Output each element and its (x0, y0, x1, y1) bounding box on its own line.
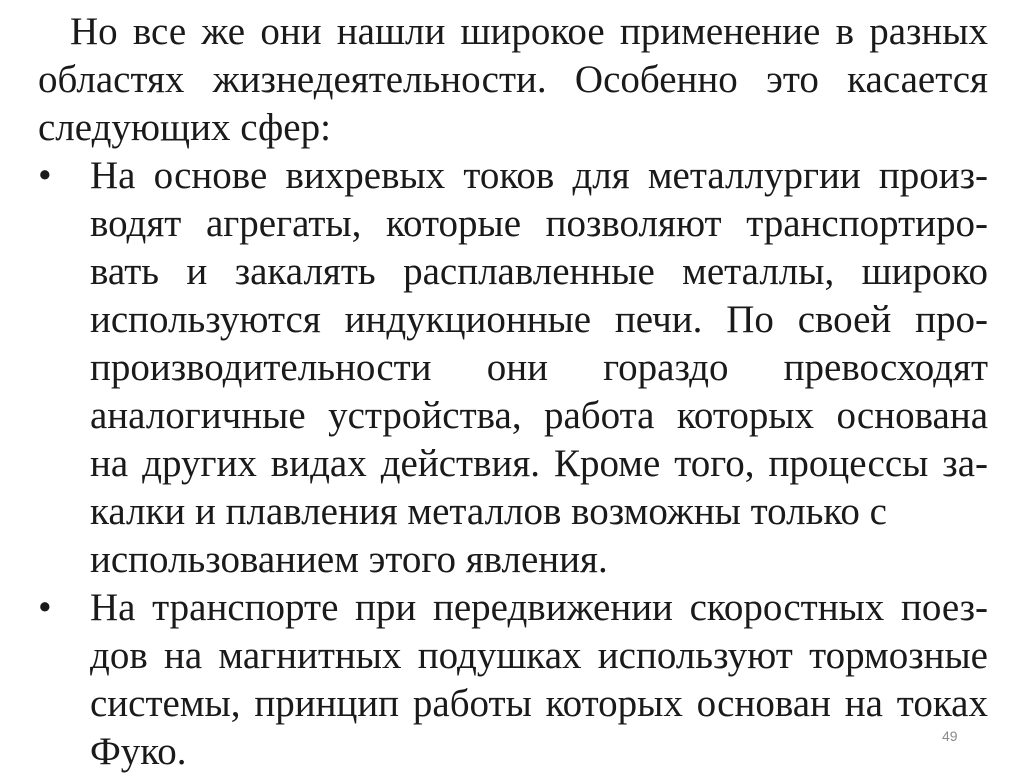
bullet-1-line-8: калки и плавления металлов возможны только с (90, 490, 887, 533)
bullet-1-marker: • (38, 154, 52, 197)
bullet-1-line-2: водят агрегаты, которые позволяют транспортиро- (90, 202, 988, 245)
intro-line-2: областях жизнедеятельности. Особенно это касается (38, 58, 988, 101)
bullet-1-line-5: производительности они гораздо превосходят (90, 346, 988, 389)
bullet-1-line-9: использованием этого явления. (90, 538, 608, 581)
intro-line-3: следующих сфер: (38, 106, 331, 149)
bullet-2-line-1 (38, 584, 988, 632)
bullet-2-line-2: дов на магнитных подушках используют тормозные (90, 634, 988, 677)
bullet-1-line-6: аналогичные устройства, работа которых основана (90, 394, 988, 437)
bullet-1-line-3: вать и закалять расплавленные металлы, широко (90, 250, 988, 293)
bullet-1-line-4: используются индукционные печи. По своей про- (90, 298, 988, 341)
bullet-2-line-3: системы, принцип работы которых основан на токах (90, 682, 988, 725)
bullet-1-text-1: На основе вихревых токов для металлургии произ- (90, 154, 988, 197)
bullet-2-line-4: Фуко. (90, 730, 187, 773)
bullet-1-line-7: на других видах действия. Кроме того, процессы за- (90, 442, 988, 485)
page-number: 49 (942, 728, 958, 744)
body-text (38, 8, 988, 776)
bullet-2-marker: • (38, 586, 52, 629)
intro-line-1: Но все же они нашли широкое применение в разных (70, 10, 988, 53)
bullet-2-text-1: На транспорте при передвижении скоростных поез- (90, 586, 988, 629)
bullet-1-line-1 (38, 152, 988, 200)
